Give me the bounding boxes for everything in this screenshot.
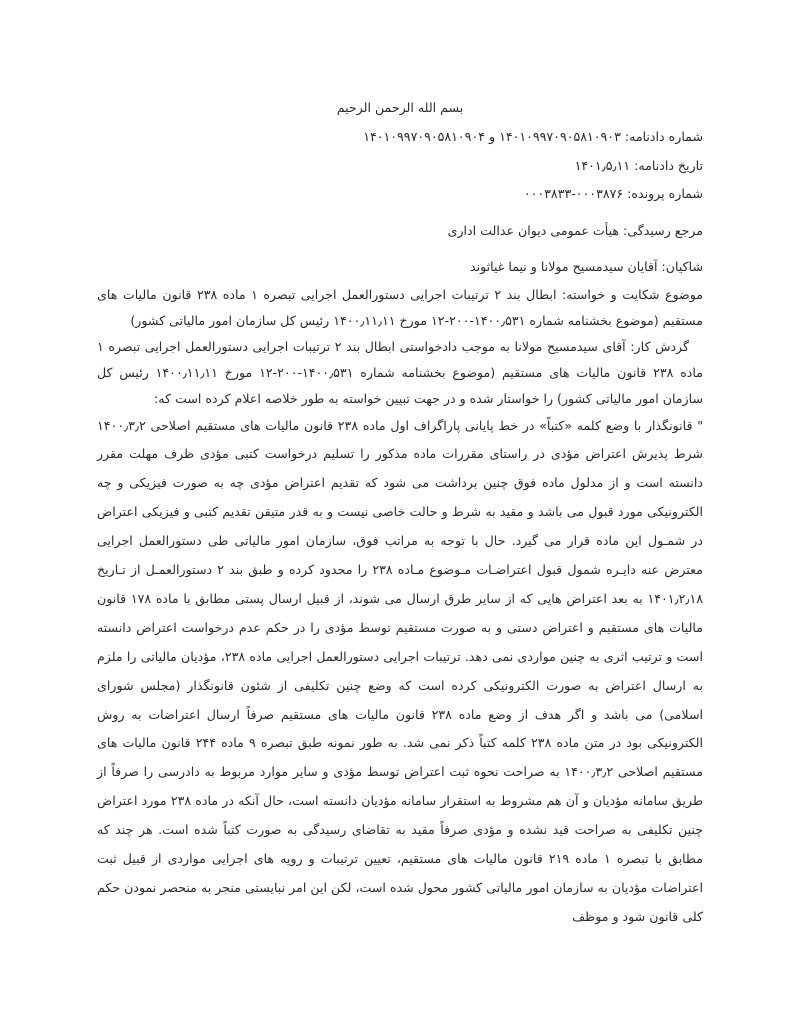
document-content bbox=[97, 94, 703, 932]
verdict-date: تاریخ دادنامه: ۱۴۰۱٫۵٫۱۱ bbox=[574, 157, 703, 173]
verdict-numbers: شماره دادنامه: ۱۴۰۱۰۹۹۷۰۹۰۵۸۱۰۹۰۳ و ۱۴۰۱۰۹۹۷۰۹۰۵۸۱۰۹۰۴ bbox=[363, 129, 703, 144]
case-course: گردش کار: آقای سیدمسیح مولانا به موجب دادخواستی ابطال بند ۲ ترتیبات اجرایی دستورالعمل اجرایی تبصره ۱ ماده ۲۳۸ قانون مالیات های مستقیم (موضوع بخشنامه شماره ۱۴۰۰٫۵۳۱-۲۰۰-۱۲ مورخ ۱۴۰۰٫۱۱٫۱۱ رئیس کل سازمان امور مالیاتی کشور) را خواستار شده و در جهت تبیین خواسته به طور خلاصه اعلام کرده است که: bbox=[97, 338, 703, 406]
complaint-subject: موضوع شکایت و خواسته: ابطال بند ۲ ترتیبات اجرایی دستورالعمل اجرایی تبصره ۱ ماده ۲۳۸ قانون مالیات های مستقیم (موضوع بخشنامه شماره ۱۴۰۰٫۵۳۱-۲۰۰-۱۲ مورخ ۱۴۰۰٫۱۱٫۱۱ رئیس کل سازمان امور مالیاتی کشور) bbox=[97, 286, 703, 328]
complaint-body: " قانونگذار با وضع کلمه «کتباً» در خط پایانی پاراگراف اول ماده ۲۳۸ قانون مالیات های مستقیم اصلاحی ۱۴۰۰٫۳٫۲ شرط پذیرش اعتراض مؤدی در راستای مقررات ماده مذکور را تسلیم درخواست کتبی مؤدی ظرف مهلت مقرر دانسته است و از مدلول ماده فوق چنین برداشت می شود که تقدیم اعتراض مؤدی چه به صورت فیزیکی و چه الکترونیکی مورد قبول می باشد و مقید به شرط و حالت خاصی نیست و به قدر متیقن تقدیم کتبی و فیزیکی اعتراض در شمـول این ماده قرار می گیرد. حال با توجه به مراتب فوق، سازمان امور مالیاتی طی دستورالعمل اجرایی معترض عنه دایـره شمول قبول اعتراضـات مـوضوع مـاده ۲۳۸ را محدود کرده و طبق بند ۲ دستورالعمـل از تـاریخ ۱۴۰۱٫۲٫۱۸ به بعد اعتراض هایی که از سایر طرق ارسال می شوند، از قبیل ارسال پستی مطابق با ماده ۱۷۸ قانون مالیات های مستقیم و اعتراض دستی و به صورت مستقیم توسط مؤدی را در حکم عدم درخواست اعتراض دانسته است و ترتیب اثری به چنین مواردی نمی دهد. ترتیبات اجرایی دستورالعمل اجرایی ماده ۲۳۸، مؤدیان مالیاتی را ملزم به ارسال اعتراض به صورت الکترونیکی کرده است که وضع چنین تکلیفی از شئون قانونگذار (مجلس شورای اسلامی) می باشد و اگر هدف از وضع ماده ۲۳۸ قانون مالیات های مستقیم صرفاً ارسال اعتراضات به روش الکترونیکی بود در متن ماده ۲۳۸ کلمه کتباً ذکر نمی شد. به طور نمونه طبق تبصره ۹ ماده ۲۴۴ قانون مالیات های مستقیم اصلاحی ۱۴۰۰٫۳٫۲ به صراحت نحوه ثبت اعتراض توسط مؤدی و سایر موارد مربوط به دادرسی را صرفاً از طریق سامانه مؤدیان و آن هم مشروط به استقرار سامانه مؤدیان دانسته است، حال آنکه در ماده ۲۳۸ مورد اعتراض چنین تکلیفی به صراحت قید نشده و مؤدی صرفاً مقید به تقاضای رسیدگی به صورت کتباً شده است. هر چند که مطابق با تبصره ۱ ماده ۲۱۹ قانون مالیات های مستقیم، تعیین ترتیبات و رویه های اجرایی مواردی از قبیل ثبت اعتراضات مؤدیان به سازمان امور مالیاتی کشور محول شده است، لکن این امر نبایستی منجر به منحصر نمودن حکم کلی قانون شود و موظف bbox=[97, 417, 703, 924]
spacer bbox=[97, 209, 703, 217]
reference-authority: مرجع رسیدگی: هیأت عمومی دیوان عدالت اداری bbox=[447, 222, 703, 238]
case-number: شماره پرونده: ۰۰۰۳۸۷۶-۰۰۰۳۸۳۳ bbox=[523, 186, 703, 201]
complainants: شاکیان: آقایان سیدمسیح مولانا و نیما غیاثوند bbox=[470, 259, 703, 274]
spacer bbox=[97, 245, 703, 253]
basmala: بسم الله الرحمن الرحیم bbox=[336, 100, 464, 115]
